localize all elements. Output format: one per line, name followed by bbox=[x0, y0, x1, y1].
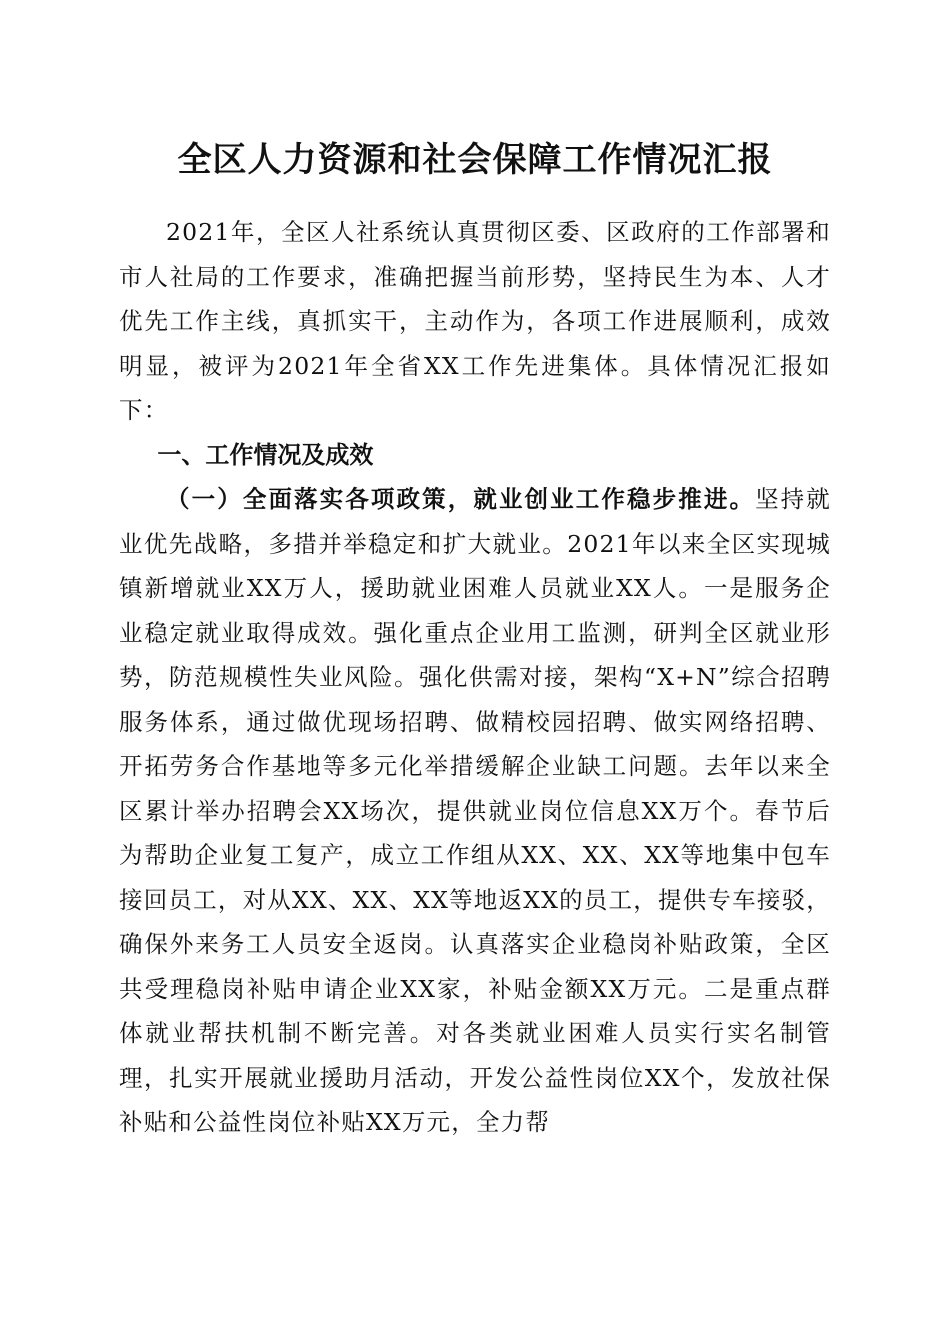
section-paragraph bbox=[119, 477, 831, 1145]
section-heading: 一、工作情况及成效 bbox=[157, 440, 374, 469]
intro-paragraph: 2021年，全区人社系统认真贯彻区委、区政府的工作部署和市人社局的工作要求，准确把握当前形势，坚持民生为本、人才优先工作主线，真抓实干，主动作为，各项工作进展顺利，成效明显，被评为2021年全省XX工作先进集体。具体情况汇报如下： bbox=[119, 218, 831, 424]
document-title: 全区人力资源和社会保障工作情况汇报 bbox=[177, 140, 773, 180]
document-body bbox=[119, 210, 831, 1145]
paragraph-lead: （一）全面落实各项政策，就业创业工作稳步推进。 bbox=[166, 485, 756, 513]
paragraph-body: 坚持就业优先战略，多措并举稳定和扩大就业。2021年以来全区实现城镇新增就业XX万人，援助就业困难人员就业XX人。一是服务企业稳定就业取得成效。强化重点企业用工监测，研判全区就业形势，防范规模性失业风险。强化供需对接，架构“X+N”综合招聘服务体系，通过做优现场招聘、做精校园招聘、做实网络招聘、开拓劳务合作基地等多元化举措缓解企业缺工问题。去年以来全区累计举办招聘会XX场次，提供就业岗位信息XX万个。春节后为帮助企业复工复产，成立工作组从XX、XX、XX等地集中包车接回员工，对从XX、XX、XX等地返XX的员工，提供专车接驳，确保外来务工人员安全返岗。认真落实企业稳岗补贴政策，全区共受理稳岗补贴申请企业XX家，补贴金额XX万元。二是重点群体就业帮扶机制不断完善。对各类就业困难人员实行实名制管理，扎实开展就业援助月活动，开发公益性岗位XX个，发放社保补贴和公益性岗位补贴XX万元，全力帮 bbox=[119, 485, 831, 1136]
